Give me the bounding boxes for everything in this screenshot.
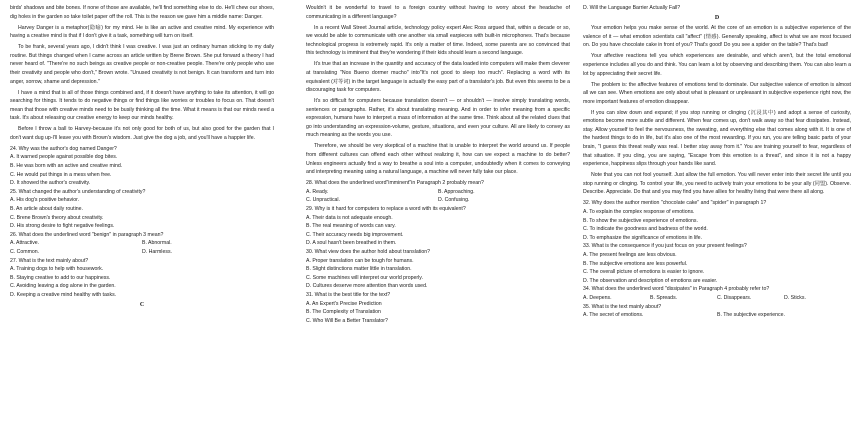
answer-option: D. Harmless. (142, 248, 172, 255)
passage-paragraph: Therefore, we should be very skeptical of a machine that is unable to interpret the world around us. If people from different cultures can offend each other without realizing it, how can we expect a machine to do better? Unless engineers actually find a way to breathe a soul into a computer, undoubtedly when it comes to conveying and interpreting meaning using a natural language, a machine will never fully take our place. (306, 143, 570, 176)
question-stem: 26. What does the underlined word "benign" in paragraph 3 mean? (10, 231, 164, 238)
answer-options (583, 311, 851, 320)
answer-option: A. The secret of emotions. (583, 312, 644, 319)
answer-option: D. Cultures deserve more attention than words used. (306, 283, 428, 290)
passage-paragraph: If you can slow down and expand; if you stop running or clinging (沉浸其中) and adopt a sense of curiosity, emotions become more subtle and different. When fear comes up, don't walk away so that fear dissipates. Instead, stay. Allow yourself to feel the nervousness, the sweating, and everything else that comes along with it. It is one of the hardest things to do in life, but it's also one of the most rewarding. If you run, you are telling basic parts of your brain, "I guess this threat really was real. I better stay away from it." You are training yourself to fear, regardless of that situation. If you cling, you are saying, "Escape from this emotion is a threat", and since it is not a happy experience, happiness slips through your hands like sand. (583, 109, 851, 168)
answer-option: B. Staying creative to add to our happiness. (10, 274, 111, 281)
answer-option: C. Some machines will interpret our world properly. (306, 274, 423, 281)
passage-paragraph: I have a mind that is all of those things combined and, if it doesn't have anything to take its attention, it will go searching for things. It tends to do negative things or find things like worries or troubles to focus on. That doesn't mean that those with creative minds need to be busily thinking all the time. What it means is that our minds need a task. It's about releasing our creative energy to keep our minds healthy. (10, 89, 274, 122)
answer-option-row (306, 196, 570, 205)
passage-paragraph: In a recent Wall Street Journal article, technology policy expert Alec Ross argued that, within a decade or so, we would be able to communicate with one another via small earpieces with built-in microphones. That's because technological progress is extremely rapid. It's only a matter of time. Indeed, some parents are so convinced that this technology is imminent that they're wondering if their kids should learn a second language. (306, 24, 570, 57)
question-stem: 33. What is the consequence if you just focus on your present feelings? (583, 243, 747, 250)
answer-options (306, 300, 570, 326)
passage-paragraph: Your emotion helps you make sense of the world. At the core of an emotion is a subjective experience of the valence of it — what emotion scientists call "affect" (情感). Generally speaking, affect is what we are most focused on. Do you have chocolate cake in front of you? That's good! Do you see a spider on the table? That's bad! (583, 25, 851, 49)
answer-option: C. Avoiding leaving a dog alone in the garden. (10, 283, 116, 290)
answer-option-row (306, 188, 570, 197)
passage-paragraph: Your affective reactions tell you which experiences are desirable, and which aren't, but the total emotional experience includes all you do and think. You can learn a lot by observing and describing them. You can also learn a lot by appreciating their secret life. (583, 53, 851, 77)
question-stem: 29. Why is it hard for computers to replace a word with its equivalent? (306, 206, 466, 213)
answer-options (306, 188, 570, 205)
answer-option: C. Their accuracy needs big improvement. (306, 231, 404, 238)
question-stem: 32. Why does the author mention "chocolate cake" and "spider" in paragraph 1? (583, 200, 767, 207)
answer-option: A. It warned people against possible dog bites. (10, 154, 118, 161)
column-middle (306, 4, 570, 325)
question-stem: 31. What is the best title for the text? (306, 291, 391, 298)
answer-option: D. Sticks. (784, 294, 806, 301)
answer-option: B. He was born with an active and creative mind. (10, 163, 123, 170)
answer-option: D. Confusing. (438, 197, 470, 204)
answer-option: C. Who Will Be a Better Translator? (306, 317, 388, 324)
answer-options (10, 196, 274, 230)
question-stem: 27. What is the text mainly about? (10, 257, 89, 264)
answer-option: B. An article about daily routine. (10, 206, 83, 213)
answer-option: C. He would put things in a mess when free. (10, 171, 112, 178)
answer-option: A. Ready. (306, 188, 329, 195)
passage-paragraph: Wouldn't it be wonderful to travel to a foreign country without having to worry about the headache of communicating in a different language? (306, 5, 570, 20)
question-stem: 30. What view does the author hold about translation? (306, 248, 431, 255)
section-label: C (139, 301, 145, 308)
answer-options (583, 208, 851, 242)
answer-option: C. The overall picture of emotions is easier to ignore. (583, 269, 705, 276)
answer-option: B. Spreads. (650, 294, 678, 301)
answer-option: B. Approaching. (438, 188, 475, 195)
passage-paragraph: Harvey Danger is a metaphor(隐喻) for my mind. He is like an active and creative mind. My experience with having a creative mind is that if I don't give it a task, something will turn on itself. (10, 24, 274, 40)
answer-option: D. To emphasize the significance of emotions in life. (583, 234, 702, 241)
answer-option: C. To indicate the goodness and badness of the world. (583, 226, 708, 233)
answer-option: B. Slight distinctions matter little in translation. (306, 266, 412, 273)
answer-option-row (583, 311, 851, 320)
answer-option: A. Attractive. (10, 240, 40, 247)
passage-paragraph: birds' shadows and bite bones. If none of those are available, he'll find something else to do. He'll chew our shoes, dig holes in the garden so take toilet paper off the roll. This is the reason we gave him a middle name: Danger. (10, 5, 274, 20)
answer-option: B. The Complexity of Translation (306, 309, 381, 316)
answer-options (306, 257, 570, 291)
answer-option: B. The real meaning of words can vary. (306, 223, 396, 230)
answer-option: D. Will the Language Barrier Actually Fall? (583, 5, 681, 11)
answer-option: B. The subjective emotions are less powerful. (583, 260, 688, 267)
answer-options (10, 239, 274, 256)
answer-option: C. Brene Brown's theory about creativity. (10, 214, 104, 221)
answer-option: C. Unpractical. (306, 197, 341, 204)
answer-options (10, 265, 274, 299)
answer-option: D. The observation and description of emotions are easier. (583, 277, 718, 284)
answer-option: D. It showed the author's creativity. (10, 180, 91, 187)
column-left (10, 4, 274, 311)
column-right (583, 4, 851, 320)
passage-paragraph: Note that you can not fool yourself. Just allow the full emotion. You will never enter into their secret life until you stop running or clinging. To control your life, you need to actively train your emotions to be your ally (同盟). Observe. Describe. Appreciate. Do that and you may find you have allies for healthy living that were there all along. (583, 172, 851, 196)
passage-paragraph: The problem is: the affective features of emotions tend to dominate. Our subjective valence of emotion is almost all we can see. When emotions are only about what is pleasant or unpleasant in subjective experience right now, the more important features of emotion disappear. (583, 81, 851, 105)
answer-option-row (10, 239, 274, 248)
answer-option: A. Deepens. (583, 294, 612, 301)
answer-option: D. Keeping a creative mind healthy with tasks. (10, 291, 117, 298)
question-stem: 25. What changed the author's understanding of creativity? (10, 188, 146, 195)
answer-option-row (10, 248, 274, 257)
answer-option: B. To show the subjective experience of emotions. (583, 217, 698, 224)
answer-option: A. Proper translation can be tough for humans. (306, 257, 414, 264)
answer-options (306, 214, 570, 248)
answer-option-row (583, 294, 851, 303)
answer-option: D. His strong desire to fight negative feelings. (10, 223, 115, 230)
passage-paragraph: It's so difficult for computers because translation doesn't — or shouldn't — involve simply translating words, sentences or paragraphs. Rather, it's about translating meaning. And in order to infer meaning from a specific expression, humans have to interpret a mass of information at the same time. Think about all the related clues that go into understanding an expression-volume, gesture, situations, and even your culture. All are likely to convey as much meaning as the words you use. (306, 98, 570, 139)
answer-option: A. An Expert's Precise Prediction (306, 300, 382, 307)
answer-option: A. Their data is not adequate enough. (306, 214, 393, 221)
answer-option: A. The present feelings are less obvious. (583, 251, 677, 258)
answer-option: A. His dog's positive behavior. (10, 197, 80, 204)
question-stem: 28. What does the underlined word"imminent"in Paragraph 2 probably mean? (306, 180, 484, 187)
answer-options (583, 294, 851, 303)
section-label: D (714, 14, 720, 21)
answer-option: B. The subjective experience. (717, 312, 785, 319)
answer-option: D. A soul hasn't been breathed in them. (306, 240, 397, 247)
answer-options (10, 153, 274, 187)
answer-option: A. Training dogs to help with housework. (10, 266, 104, 273)
answer-option: A. To explain the complex response of emotions. (583, 209, 695, 216)
answer-option: B. Abnormal. (142, 240, 172, 247)
answer-options (583, 4, 851, 13)
question-stem: 35. What is the text mainly about? (583, 303, 662, 310)
passage-paragraph: It's true that an increase in the quantity and accuracy of the data loaded into computers will make them cleverer at translating "Nos Bueno dormer mucho" into"It's not good to sleep too much". Replacing a word with its equivalent (对等词) in the target language is actually the easy part of a translator's job. But even this seems to be a discouraging task for computers. (306, 61, 570, 94)
answer-options (583, 251, 851, 285)
answer-option: C. Disappears. (717, 294, 752, 301)
question-stem: 24. Why was the author's dog named Danger? (10, 145, 117, 152)
passage-paragraph: To be frank, several years ago, I didn't think I was creative. I was just an ordinary human sticking to my daily routine. But things changed when I came across an article written by Brene Brown. She put forward a theory I had never heard of. "There're no such beings as creative people or non-creative people. There're only people who use their creativity and people who don't," Brown wrote. "Unused creativity is not benign. It can transform and turn into anger, sorrow, shame and depression." (10, 44, 274, 85)
answer-option: C. Common. (10, 248, 40, 255)
passage-paragraph: Before I throw a ball to Harvey-because it's not only good for both of us, but also good for the garden that I don't want dug up-I'll leave you with Brown's wisdom. Just give the dog a job, and you'll have a happier life. (10, 126, 274, 141)
question-stem: 34. What does the underlined word "dissipates" in Paragraph 4 probably refer to? (583, 286, 770, 293)
